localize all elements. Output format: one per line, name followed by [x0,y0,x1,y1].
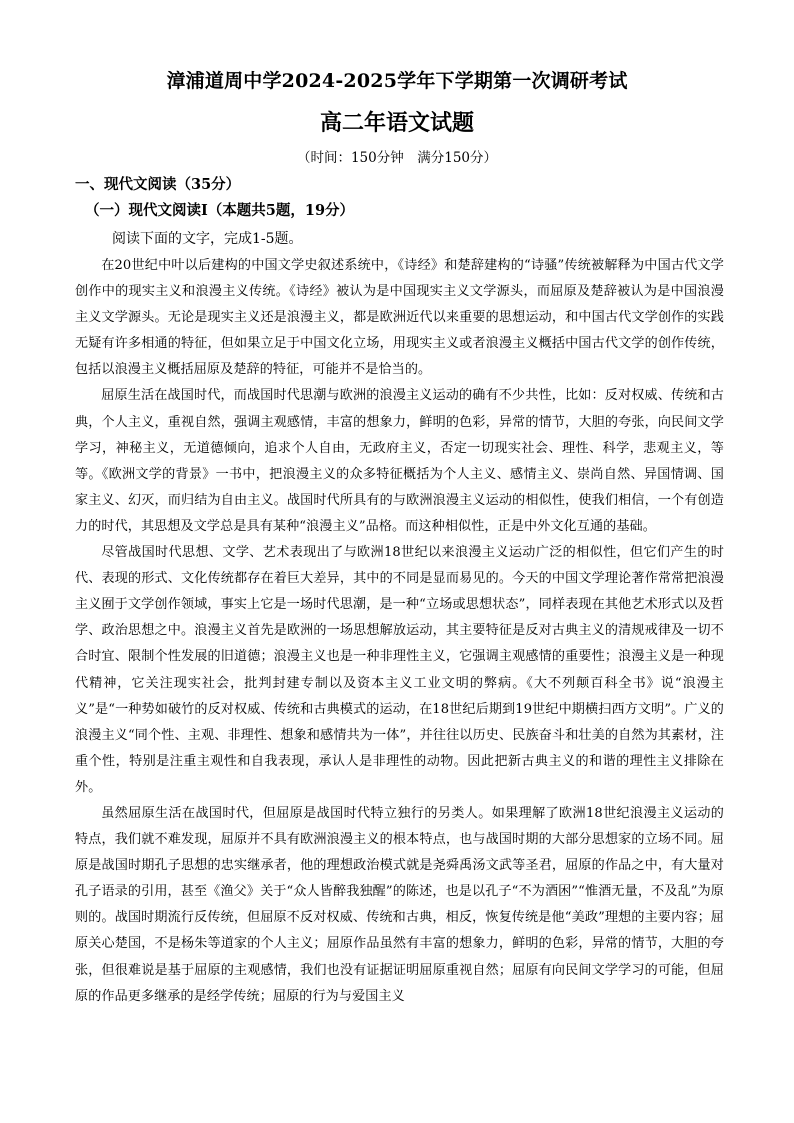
passage-paragraph-3: 尽管战国时代思想、文学、艺术表现出了与欧洲18世纪以来浪漫主义运动广泛的相似性，但它们产生的时代、表现的形式、文化传统都存在着巨大差异，其中的不同是显而易见的。今天的中国文学理论著作常常把浪漫主义囿于文学创作领域，事实上它是一场时代思潮，是一种“立场或思想状态”，同样表现在其他艺术形式以及哲学、政治思想之中。浪漫主义首先是欧洲的一场思想解放运动，其主要特征是反对古典主义的清规戒律及一切不合时宜、限制个性发展的旧道德；浪漫主义也是一种非理性主义，它强调主观感情的重要性；浪漫主义是一种现代精神，它关注现实社会，批判封建专制以及资本主义工业文明的弊病。《大不列颠百科全书》说“浪漫主义”是“一种势如破竹的反对权威、传统和古典模式的运动，在18世纪后期到19世纪中期横扫西方文明”。广义的浪漫主义“同个性、主观、非理性、想象和感情共为一体”，并往往以历史、民族奋斗和壮美的自然为其素材，注重个性，特别是注重主观性和自我表现，承认人是非理性的动物。因此把新古典主义的和谐的理性主义排除在外。 [75,545,724,795]
school-exam-title: 漳浦道周中学2024-2025学年下学期第一次调研考试 [166,70,628,92]
reading-passage [75,253,724,1010]
passage-paragraph-4: 虽然屈原生活在战国时代，但屈原是战国时代特立独行的另类人。如果理解了欧洲18世纪浪漫主义运动的特点，我们就不难发现，屈原并不具有欧洲浪漫主义的根本特点，也与战国时期的大部分思想家的立场不同。屈原是战国时期孔子思想的忠实继承者，他的理想政治模式就是尧舜禹汤文武等圣君，屈原的作品之中，有大量对孔子语录的引用，甚至《渔父》关于“众人皆醉我独醒”的陈述，也是以孔子“不为酒困”“惟酒无量，不及乱”为原则的。战国时期流行反传统，但屈原不反对权威、传统和古典，相反，恢复传统是他“美政”理想的主要内容；屈原关心楚国，不是杨朱等道家的个人主义；屈原作品虽然有丰富的想象力，鲜明的色彩，异常的情节，大胆的夸张，但很难说是基于屈原的主观感情，我们也没有证据证明屈原重视自然；屈原有向民间文学学习的可能，但屈原的作品更多继承的是经学传统；屈原的行为与爱国主义 [75,805,724,1004]
section-heading: 一、现代文阅读（35分） [75,176,241,193]
passage-paragraph-2: 屈原生活在战国时代，而战国时代思潮与欧洲的浪漫主义运动的确有不少共性，比如：反对权威、传统和古典，个人主义，重视自然，强调主观感情，丰富的想象力，鲜明的色彩，异常的情节，大胆的夸张，向民间文学学习，神秘主义，无道德倾向，追求个人自由，无政府主义，否定一切现实社会、理性、科学，悲观主义，等等。《欧洲文学的背景》一书中，把浪漫主义的众多特征概括为个人主义、感情主义、崇尚自然、异国情调、国家主义、幻灭，而归结为自由主义。战国时代所具有的与欧洲浪漫主义运动的相似性，使我们相信，一个有创造力的时代，其思想及文学总是具有某种“浪漫主义”品格。而这种相似性，正是中外文化互通的基础。 [75,388,724,534]
subject-title: 高二年语文试题 [319,110,474,136]
section-subheading: （一）现代文阅读Ⅰ（本题共5题，19分） [85,202,355,219]
exam-time-score: （时间：150分钟 满分150分） [296,150,498,166]
reading-instruction: 阅读下面的文字，完成1-5题。 [112,231,303,247]
passage-paragraph-1: 在20世纪中叶以后建构的中国文学史叙述系统中，《诗经》和楚辞建构的“诗骚”传统被解释为中国古代文学创作中的现实主义和浪漫主义传统。《诗经》被认为是中国现实主义文学源头，而屈原及楚辞被认为是中国浪漫主义文学源头。无论是现实主义还是浪漫主义，都是欧洲近代以来重要的思想运动，和中国古代文学创作的实践无疑有许多相通的特征，但如果立足于中国文化立场，用现实主义或者浪漫主义概括中国古代文学的创作传统，包括以浪漫主义概括屈原及楚辞的特征，可能并不是恰当的。 [75,258,724,378]
